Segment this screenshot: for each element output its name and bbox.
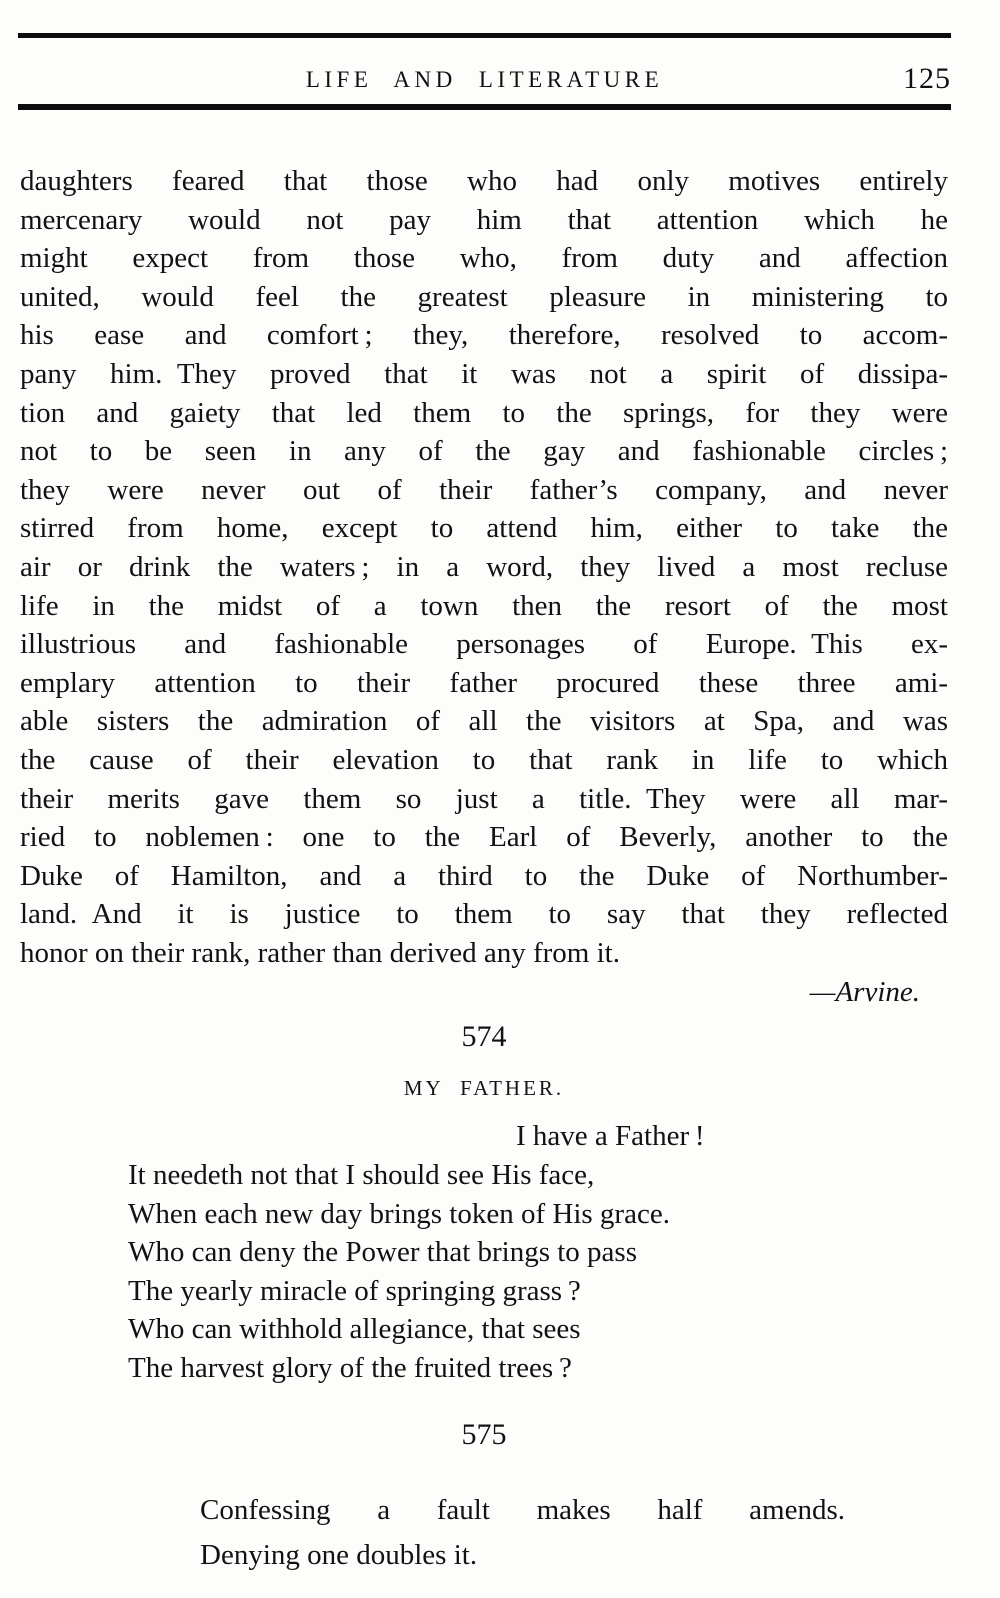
page-title: LIFE AND LITERATURE bbox=[305, 67, 664, 92]
paragraph-line: ried to noblemen : one to the Earl of Beverly, another to the bbox=[20, 821, 948, 854]
poem-line: Who can deny the Power that brings to pass bbox=[128, 1236, 638, 1269]
poem-line: Who can withhold allegiance, that sees bbox=[128, 1313, 581, 1346]
paragraph-line: their merits gave them so just a title. They were all mar- bbox=[20, 782, 948, 815]
paragraph-line: emplary attention to their father procured these three ami- bbox=[20, 666, 948, 699]
paragraph-line: illustrious and fashionable personages of Europe. This ex- bbox=[20, 628, 948, 661]
body-paragraph bbox=[20, 162, 948, 972]
paragraph-line: his ease and comfort ; they, therefore, resolved to accom- bbox=[20, 319, 948, 352]
aphorism-line: Confessing a fault makes half amends. bbox=[200, 1493, 845, 1526]
paragraph-line: daughters feared that those who had only motives entirely bbox=[20, 165, 948, 197]
paragraph-line: land. And it is justice to them to say that they reflected bbox=[20, 898, 948, 931]
header-rule-bottom bbox=[18, 104, 951, 110]
header-row bbox=[18, 38, 951, 104]
paragraph-line: able sisters the admiration of all the visitors at Spa, and was bbox=[20, 705, 948, 738]
page-number: 125 bbox=[903, 62, 951, 95]
poem bbox=[128, 1117, 1000, 1387]
poem-title: MY FATHER. bbox=[403, 1076, 565, 1101]
scanned-book-page bbox=[0, 33, 1000, 1598]
paragraph-line: mercenary would not pay him that attention which he bbox=[20, 203, 948, 236]
poem-line: The yearly miracle of springing grass ? bbox=[128, 1274, 581, 1307]
paragraph-line: united, would feel the greatest pleasure in ministering to bbox=[20, 280, 948, 313]
paragraph-line: not to be seen in any of the gay and fashionable circles ; bbox=[20, 435, 948, 468]
paragraph-line: might expect from those who, from duty and affection bbox=[20, 242, 948, 275]
aphorism-line: Denying one doubles it. bbox=[200, 1538, 478, 1571]
paragraph-line: Duke of Hamilton, and a third to the Duke of Northumber- bbox=[20, 859, 948, 892]
paragraph-line: honor on their rank, rather than derived any from it. bbox=[20, 936, 620, 969]
paragraph-line: they were never out of their father’s company, and never bbox=[20, 473, 948, 506]
paragraph-line: the cause of their elevation to that rank in life to which bbox=[20, 743, 948, 776]
running-head bbox=[18, 33, 951, 110]
section-number-574: 574 bbox=[461, 1020, 507, 1054]
paragraph-line: tion and gaiety that led them to the springs, for they were bbox=[20, 396, 948, 429]
paragraph-line: air or drink the waters ; in a word, they lived a most recluse bbox=[20, 550, 948, 583]
aphorism bbox=[200, 1488, 845, 1578]
attribution: —Arvine. bbox=[809, 976, 920, 1009]
poem-line: It needeth not that I should see His face, bbox=[128, 1159, 595, 1192]
poem-line: The harvest glory of the fruited trees ? bbox=[128, 1352, 572, 1385]
poem-line: When each new day brings token of His grace. bbox=[128, 1197, 670, 1230]
paragraph-line: pany him. They proved that it was not a spirit of dissipa- bbox=[20, 357, 948, 390]
section-number-575: 575 bbox=[461, 1417, 507, 1451]
paragraph-line: stirred from home, except to attend him, either to take the bbox=[20, 512, 948, 545]
poem-line: I have a Father ! bbox=[516, 1120, 705, 1153]
paragraph-line: life in the midst of a town then the resort of the most bbox=[20, 589, 948, 622]
